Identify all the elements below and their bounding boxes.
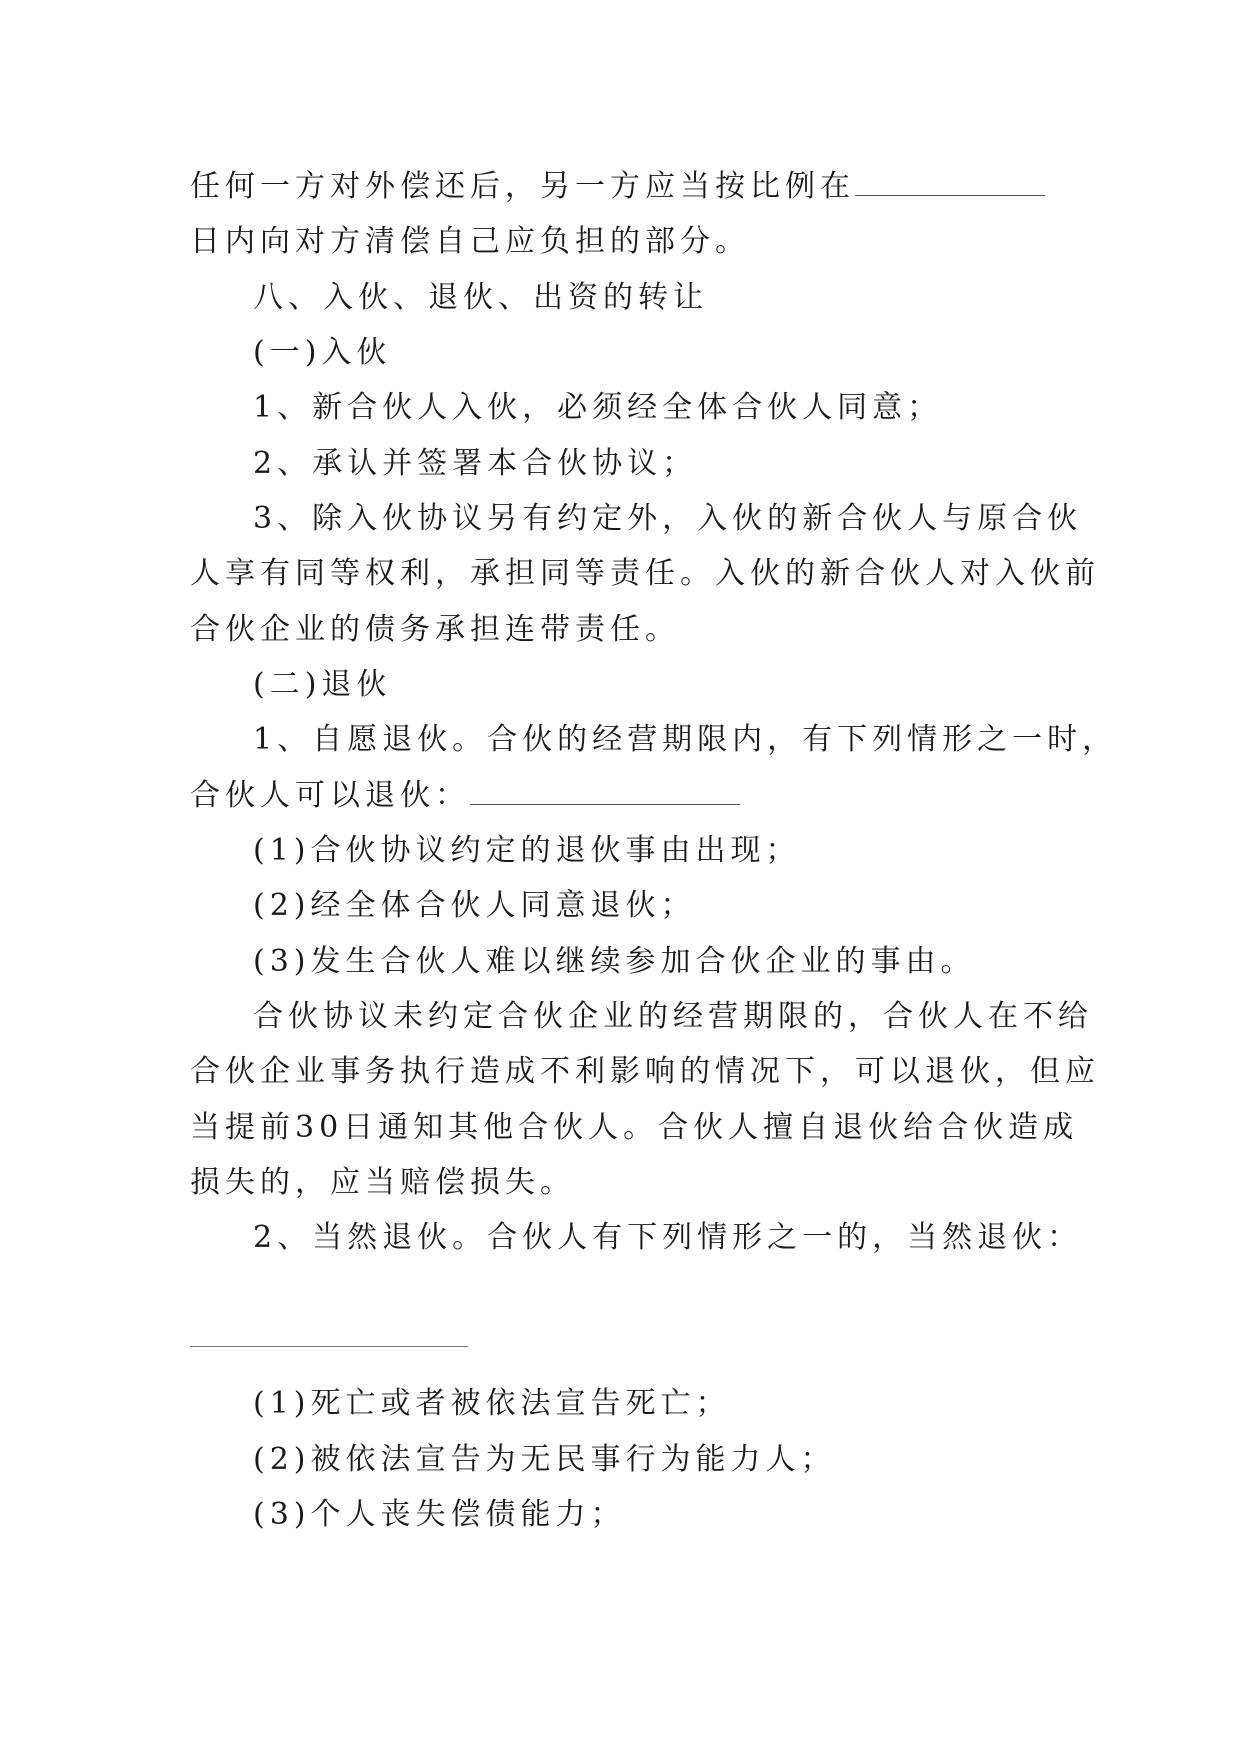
list-item: (1)死亡或者被依法宣告死亡； — [253, 1386, 731, 1421]
paragraph-line: 3、除入伙协议另有约定外，入伙的新合伙人与原合伙 — [253, 501, 1083, 536]
paragraph-line: 2、承认并签署本合伙协议； — [253, 446, 698, 481]
list-item: (3)个人丧失偿债能力； — [253, 1497, 626, 1532]
paragraph-line: 日内向对方清偿自己应负担的部分。 — [190, 224, 750, 259]
paragraph-line: 合伙企业事务执行造成不利影响的情况下，可以退伙，但应 — [190, 1054, 1100, 1089]
fill-in-blank — [470, 778, 740, 805]
paragraph-line: 1、自愿退伙。合伙的经营期限内，有下列情形之一时， — [253, 722, 1118, 757]
list-item: (2)被依法宣告为无民事行为能力人； — [253, 1442, 836, 1477]
fill-in-blank — [855, 169, 1045, 196]
paragraph-line — [190, 167, 1045, 207]
line-text: 任何一方对外偿还后，另一方应当按比例在 — [190, 169, 855, 204]
paragraph-line: 1、新合伙人入伙，必须经全体合伙人同意； — [253, 390, 943, 425]
list-item: (3)发生合伙人难以继续参加合伙企业的事由。 — [253, 944, 976, 979]
paragraph-line: 人享有同等权利，承担同等责任。入伙的新合伙人对入伙前 — [190, 556, 1100, 591]
subsection-heading: (二)退伙 — [253, 667, 392, 702]
blank-line — [190, 1346, 468, 1347]
list-item: (2)经全体合伙人同意退伙； — [253, 888, 696, 923]
paragraph-line: 损失的，应当赔偿损失。 — [190, 1165, 575, 1200]
section-heading: 八、入伙、退伙、出资的转让 — [253, 280, 708, 315]
paragraph-line: 合伙协议未约定合伙企业的经营期限的，合伙人在不给 — [253, 999, 1093, 1034]
paragraph-line — [190, 776, 740, 816]
line-text: 合伙人可以退伙： — [190, 778, 470, 813]
paragraph-line: 2、当然退伙。合伙人有下列情形之一的，当然退伙： — [253, 1220, 1083, 1255]
paragraph-line: 当提前30日通知其他合伙人。合伙人擅自退伙给合伙造成 — [190, 1110, 1079, 1145]
subsection-heading: (一)入伙 — [253, 335, 392, 370]
list-item: (1)合伙协议约定的退伙事由出现； — [253, 833, 801, 868]
paragraph-line: 合伙企业的债务承担连带责任。 — [190, 612, 680, 647]
